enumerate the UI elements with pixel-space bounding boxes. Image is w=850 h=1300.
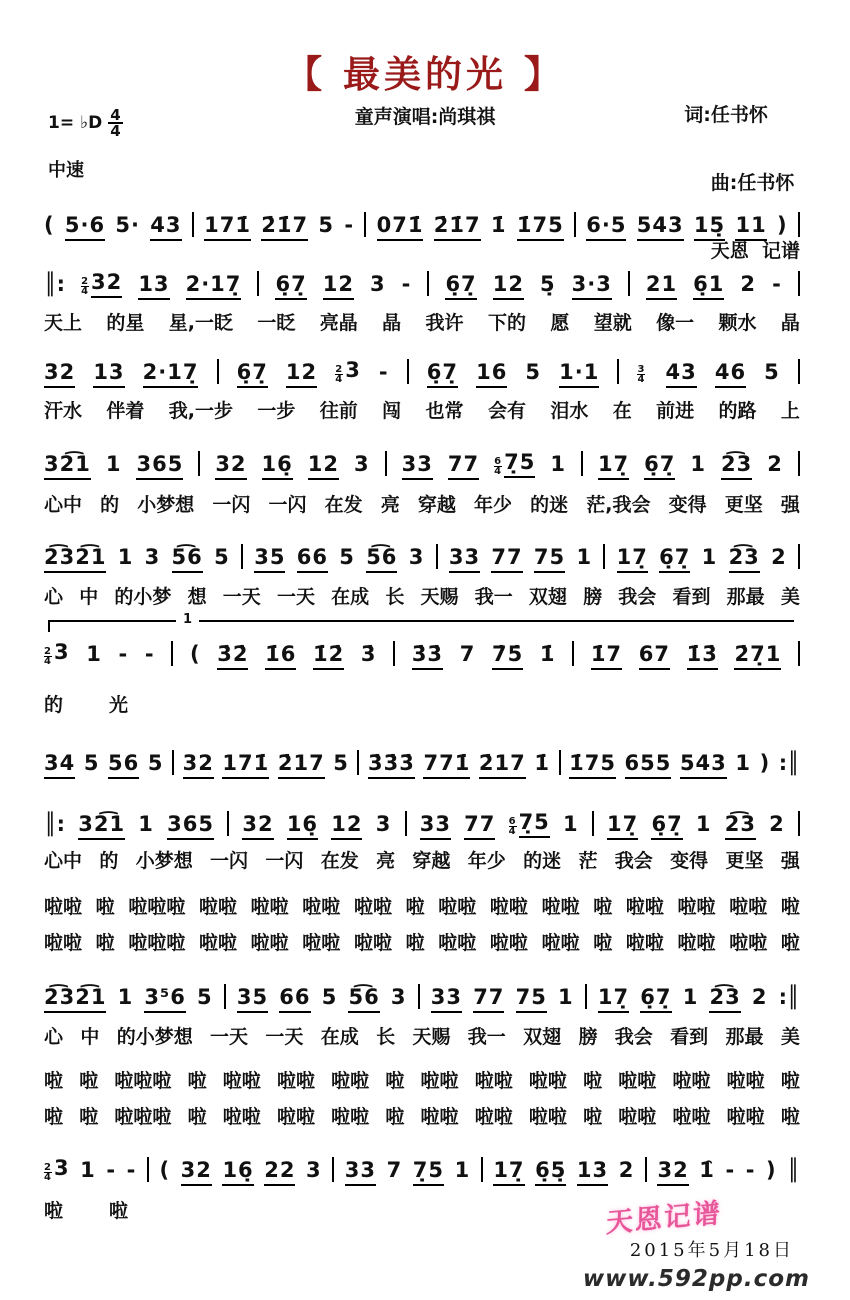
website-url: www.592pp.com: [582, 1266, 810, 1292]
credits-block: [684, 98, 800, 268]
key-signature: [48, 108, 123, 138]
lyrics-line-6: 的 光: [44, 694, 129, 716]
key-name: ♭D: [80, 113, 103, 133]
credit-lyricist: 词:任书怀: [684, 104, 768, 126]
performer-line: 童声演唱:尚琪祺: [354, 106, 496, 128]
notation-line-9: 2͡32͡1 1 3⁵6 5 35 66 5 5͡6 3 33 77 75 1 17̣ 6̣7̣ 1 2͡3 2 :║: [44, 984, 800, 1009]
lyrics-line-3: 汗水 伴着 我,一步 一步 往前 闯 也常 会有 泪水 在 前进 的路 上: [44, 400, 800, 422]
notation-line-10: $\frac{2}{4}$ 3 1 - - ( 32 16̣ 22 3 33 7 7̣5 1 17̣ 6̣5̣ 13 2 32 1̑ - - ) ║: [44, 1156, 800, 1182]
credit-transcriber: 天恩 记谱: [710, 240, 800, 262]
lyrics-line-9: 心 中 的小梦想 一天 一天 在成 长 天赐 我一 双翅 膀 我会 看到 那最 美: [44, 1026, 800, 1048]
notation-line-5: 2͡32͡1 1 3 5͡6 5 35 66 5 5͡6 3 33 77 75 1 17̣ 6̣7̣ 1 2͡3 2: [44, 544, 800, 569]
notation-line-3: 32 13 2·17̣ 6̣7̣ 12 $\frac{2}{4}$ 3 - 6̣7̣ 16 5 1·1 $\frac{3}{4}$ 43 46 5: [44, 358, 800, 384]
la-vocalise-row-4: 啦 啦 啦啦啦 啦 啦啦 啦啦 啦啦 啦 啦啦 啦啦 啦啦 啦 啦啦 啦啦 啦啦 啦: [44, 1106, 800, 1128]
la-vocalise-row-2: 啦啦 啦 啦啦啦 啦啦 啦啦 啦啦 啦啦 啦 啦啦 啦啦 啦啦 啦 啦啦 啦啦 啦啦 啦: [44, 932, 800, 954]
time-signature-bottom: 4: [110, 122, 121, 140]
notation-line-1: ( 5·6 5· 43 171̇ 2̇1̇7 5 - 071̇ 2̇1̇7 1̇ 1̇75 6·5 543 15̣ 11 ): [44, 212, 800, 237]
lyrics-line-5: 心 中 的小梦 想 一天 一天 在成 长 天赐 我一 双翅 膀 我会 看到 那最 美: [44, 586, 800, 608]
notation-line-2: ║: $\frac{2}{4}$ 32 13 2·17̣ 6̣7̣ 12 3 - 6̣7̣ 12 5̣ 3·3 21 6̣1 2 -: [44, 270, 800, 296]
notation-line-4: 32͡1 1 365 32 16̣ 12 3 33 77 $\frac{6}{4}$ 7̣5 1 17̣ 6̣7̣ 1 2͡3 2: [44, 450, 800, 476]
lyrics-line-10: 啦 啦: [44, 1200, 129, 1222]
notation-line-7: 34 5 56 5 32 171̇ 2̇17 5 3̇3̇3̇ 771̇ 2̇17 1̇ 1̇75 655 543 1 ) :║: [44, 750, 800, 775]
la-vocalise-row-1: 啦啦 啦 啦啦啦 啦啦 啦啦 啦啦 啦啦 啦 啦啦 啦啦 啦啦 啦 啦啦 啦啦 啦啦 啦: [44, 896, 800, 918]
lyrics-line-8: 心中 的 小梦想 一闪 一闪 在发 亮 穿越 年少 的迷 茫 我会 变得 更坚 强: [44, 850, 800, 872]
time-signature: [108, 108, 122, 138]
credit-composer: 曲:任书怀: [710, 172, 795, 194]
notation-line-6: $\frac{2}{4}$ 3 1 - - ( 3̇2̇ 1̇6 1̇2̇ 3̇ 3̇3̇ 7 7̇5̇ 1̇ 1̇7 67 1̇3̇ 2̇7̣1: [44, 640, 800, 666]
lyrics-line-4: 心中 的 小梦想 一闪 一闪 在发 亮 穿越 年少 的迷 茫,我会 变得 更坚 强: [44, 494, 800, 516]
tempo-marking: 中速: [48, 160, 84, 181]
volta-number: 1: [176, 612, 199, 627]
song-title: 【 最美的光 】: [285, 53, 565, 96]
time-signature-top: 4: [110, 106, 121, 124]
la-vocalise-row-3: 啦 啦 啦啦啦 啦 啦啦 啦啦 啦啦 啦 啦啦 啦啦 啦啦 啦 啦啦 啦啦 啦啦 啦: [44, 1070, 800, 1092]
notation-line-8: ║: 32͡1 1 365 32 16̣ 12 3 33 77 $\frac{6}{4}$ 7̣5 1 17̣ 6̣7̣ 1 2͡3 2: [44, 810, 800, 836]
key-prefix: 1=: [48, 113, 75, 133]
lyrics-line-2: 天上 的星 星,一眨 一眨 亮晶 晶 我许 下的 愿 望就 像一 颗水 晶: [44, 312, 800, 334]
volta-bracket-first-ending: [48, 612, 794, 632]
transcriber-watermark: 天恩记谱: [605, 1197, 722, 1240]
transcription-date: 2015年5月18日: [629, 1240, 794, 1261]
